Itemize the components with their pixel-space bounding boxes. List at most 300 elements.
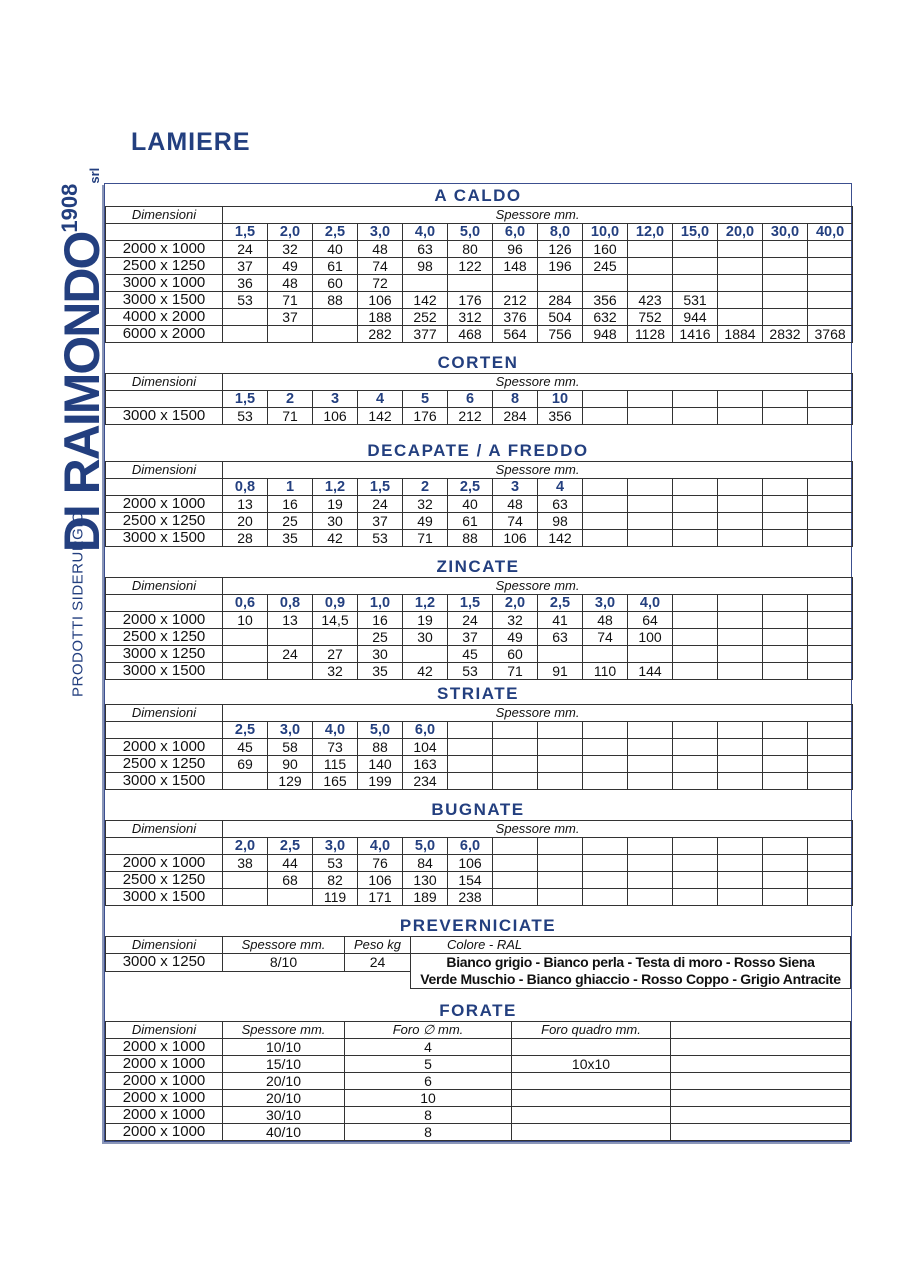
weight-cell — [808, 530, 853, 547]
weight-cell: 944 — [673, 309, 718, 326]
weight-cell — [583, 756, 628, 773]
weight-cell: 282 — [358, 326, 403, 343]
weight-cell: 71 — [403, 530, 448, 547]
weight-cell: 38 — [223, 855, 268, 872]
header-row — [106, 1022, 851, 1039]
table-row — [106, 629, 853, 646]
weight-cell: 64 — [628, 612, 673, 629]
thickness-row — [106, 479, 853, 496]
page-title: LAMIERE — [131, 128, 251, 156]
empty-cell — [106, 838, 223, 855]
thickness-cell: 3 — [313, 391, 358, 408]
empty-cell — [106, 971, 411, 988]
weight-cell: 32 — [313, 663, 358, 680]
weight-cell — [718, 275, 763, 292]
weight-cell — [628, 496, 673, 513]
thickness-cell — [673, 391, 718, 408]
weight-cell: 212 — [448, 408, 493, 425]
weight-cell: 35 — [358, 663, 403, 680]
thickness-cell: 1,5 — [223, 224, 268, 241]
empty-cell — [671, 1090, 851, 1107]
weight-cell — [673, 275, 718, 292]
weight-cell — [673, 756, 718, 773]
foro-quadro-cell — [512, 1124, 671, 1141]
weight-cell — [448, 773, 493, 790]
dimension-cell: 2000 x 1000 — [106, 739, 223, 756]
weight-cell — [673, 646, 718, 663]
weight-cell: 88 — [313, 292, 358, 309]
weight-cell — [763, 872, 808, 889]
zincate-table — [105, 577, 853, 680]
thickness-cell: 1,2 — [313, 479, 358, 496]
thickness-row — [106, 224, 853, 241]
weight-cell: 1416 — [673, 326, 718, 343]
dimension-cell: 3000 x 1500 — [106, 889, 223, 906]
weight-cell: 61 — [448, 513, 493, 530]
thickness-cell: 15,0 — [673, 224, 718, 241]
weight-cell — [763, 612, 808, 629]
weight-cell: 284 — [538, 292, 583, 309]
thickness-cell: 4,0 — [313, 722, 358, 739]
weight-cell: 72 — [358, 275, 403, 292]
weight-cell — [718, 258, 763, 275]
thickness-cell — [763, 479, 808, 496]
thickness-cell: 6,0 — [493, 224, 538, 241]
thickness-cell: 1 — [268, 479, 313, 496]
weight-cell — [808, 646, 853, 663]
table-row — [106, 258, 853, 275]
weight-cell: 148 — [493, 258, 538, 275]
striate-table — [105, 704, 853, 790]
weight-cell — [223, 663, 268, 680]
weight-cell — [268, 629, 313, 646]
weight-cell: 122 — [448, 258, 493, 275]
brand-name: DI RAIMONDO — [54, 232, 110, 553]
weight-cell: 61 — [313, 258, 358, 275]
weight-cell — [448, 756, 493, 773]
weight-cell — [808, 309, 853, 326]
thickness-cell — [583, 479, 628, 496]
spessore-label: Spessore mm. — [223, 1022, 345, 1039]
spessore-cell: 20/10 — [223, 1073, 345, 1090]
weight-cell: 104 — [403, 739, 448, 756]
weight-cell — [313, 629, 358, 646]
foro-quadro-cell — [512, 1090, 671, 1107]
weight-cell: 468 — [448, 326, 493, 343]
thickness-cell — [763, 595, 808, 612]
spessore-label: Spessore mm. — [223, 374, 853, 391]
weight-cell — [718, 496, 763, 513]
weight-cell — [628, 530, 673, 547]
weight-cell: 24 — [223, 241, 268, 258]
thickness-cell: 5,0 — [358, 722, 403, 739]
thickness-cell: 10,0 — [583, 224, 628, 241]
weight-cell — [583, 773, 628, 790]
dimensioni-label: Dimensioni — [106, 937, 223, 954]
thickness-cell — [628, 479, 673, 496]
weight-cell — [628, 275, 673, 292]
table-row — [106, 309, 853, 326]
weight-cell: 36 — [223, 275, 268, 292]
thickness-cell: 2,0 — [268, 224, 313, 241]
thickness-cell — [673, 595, 718, 612]
header-row — [106, 462, 853, 479]
weight-cell — [763, 855, 808, 872]
table-row — [106, 773, 853, 790]
spessore-cell: 8/10 — [223, 954, 345, 972]
weight-cell: 312 — [448, 309, 493, 326]
weight-cell — [808, 612, 853, 629]
weight-cell — [718, 889, 763, 906]
empty-cell — [671, 1107, 851, 1124]
weight-cell: 126 — [538, 241, 583, 258]
thickness-cell — [763, 391, 808, 408]
weight-cell: 27 — [313, 646, 358, 663]
weight-cell — [268, 326, 313, 343]
weight-cell — [808, 275, 853, 292]
spessore-cell: 30/10 — [223, 1107, 345, 1124]
weight-cell: 423 — [628, 292, 673, 309]
weight-cell — [628, 258, 673, 275]
thickness-cell: 6,0 — [403, 722, 448, 739]
dimension-cell: 3000 x 1000 — [106, 275, 223, 292]
section-preverniciate — [105, 912, 851, 989]
thickness-cell — [808, 595, 853, 612]
weight-cell — [628, 513, 673, 530]
weight-cell — [763, 241, 808, 258]
dimension-cell: 2000 x 1000 — [106, 1073, 223, 1090]
thickness-cell: 2,5 — [313, 224, 358, 241]
thickness-cell: 10 — [538, 391, 583, 408]
weight-cell: 14,5 — [313, 612, 358, 629]
thickness-cell: 6,0 — [448, 838, 493, 855]
weight-cell — [763, 646, 808, 663]
weight-cell — [808, 756, 853, 773]
thickness-cell: 3,0 — [313, 838, 358, 855]
weight-cell — [763, 408, 808, 425]
forate-table — [105, 1021, 851, 1141]
section-title: DECAPATE / A FREDDO — [367, 441, 589, 460]
thickness-cell: 5,0 — [448, 224, 493, 241]
thickness-cell — [718, 722, 763, 739]
empty-cell — [106, 391, 223, 408]
header-row — [106, 937, 851, 954]
weight-cell — [493, 855, 538, 872]
thickness-cell — [718, 391, 763, 408]
weight-cell — [763, 756, 808, 773]
weight-cell: 106 — [448, 855, 493, 872]
thickness-row — [106, 838, 853, 855]
thickness-cell — [583, 838, 628, 855]
foro-quadro-cell — [512, 1107, 671, 1124]
thickness-cell: 1,5 — [223, 391, 268, 408]
weight-cell: 63 — [403, 241, 448, 258]
dimension-cell: 2500 x 1250 — [106, 756, 223, 773]
weight-cell — [808, 872, 853, 889]
spacer — [105, 425, 851, 437]
weight-cell — [718, 773, 763, 790]
weight-cell: 49 — [268, 258, 313, 275]
weight-cell — [673, 889, 718, 906]
dimensioni-label: Dimensioni — [106, 821, 223, 838]
thickness-cell: 2 — [268, 391, 313, 408]
thickness-cell: 5,0 — [403, 838, 448, 855]
table-row — [106, 954, 851, 972]
weight-cell — [718, 855, 763, 872]
weight-cell — [628, 855, 673, 872]
peso-label: Peso kg — [345, 937, 411, 954]
weight-cell: 53 — [313, 855, 358, 872]
weight-cell — [763, 513, 808, 530]
weight-cell — [718, 646, 763, 663]
weight-cell: 160 — [583, 241, 628, 258]
dimension-cell: 2000 x 1000 — [106, 1056, 223, 1073]
thickness-cell — [718, 838, 763, 855]
weight-cell — [718, 629, 763, 646]
weight-cell: 42 — [313, 530, 358, 547]
weight-cell: 28 — [223, 530, 268, 547]
weight-cell — [223, 326, 268, 343]
weight-cell — [583, 646, 628, 663]
weight-cell: 129 — [268, 773, 313, 790]
weight-cell: 504 — [538, 309, 583, 326]
weight-cell: 71 — [493, 663, 538, 680]
thickness-cell — [763, 838, 808, 855]
dimension-cell: 3000 x 1500 — [106, 663, 223, 680]
weight-cell: 68 — [268, 872, 313, 889]
weight-cell — [673, 872, 718, 889]
weight-cell — [718, 530, 763, 547]
section-forate — [105, 997, 851, 1141]
weight-cell: 96 — [493, 241, 538, 258]
thickness-cell — [673, 722, 718, 739]
weight-cell — [583, 872, 628, 889]
weight-cell — [538, 872, 583, 889]
thickness-cell — [808, 722, 853, 739]
thickness-cell — [493, 838, 538, 855]
dimensioni-label: Dimensioni — [106, 1022, 223, 1039]
section-bugnate — [105, 796, 851, 906]
thickness-cell: 0,6 — [223, 595, 268, 612]
weight-cell: 106 — [493, 530, 538, 547]
weight-cell: 91 — [538, 663, 583, 680]
dimension-cell: 2000 x 1000 — [106, 1107, 223, 1124]
thickness-cell: 12,0 — [628, 224, 673, 241]
thickness-cell — [808, 838, 853, 855]
weight-cell: 564 — [493, 326, 538, 343]
spessore-cell: 40/10 — [223, 1124, 345, 1141]
weight-cell: 63 — [538, 629, 583, 646]
thickness-cell — [583, 391, 628, 408]
weight-cell — [808, 773, 853, 790]
empty-cell — [106, 722, 223, 739]
empty-cell — [671, 1073, 851, 1090]
weight-cell — [628, 872, 673, 889]
weight-cell: 32 — [493, 612, 538, 629]
weight-cell — [718, 292, 763, 309]
weight-cell: 49 — [493, 629, 538, 646]
thickness-cell: 1,5 — [448, 595, 493, 612]
thickness-cell — [628, 722, 673, 739]
dimensioni-label: Dimensioni — [106, 207, 223, 224]
weight-cell: 82 — [313, 872, 358, 889]
foro-quadro-label: Foro quadro mm. — [512, 1022, 671, 1039]
weight-cell — [628, 756, 673, 773]
empty-cell — [671, 1039, 851, 1056]
weight-cell: 74 — [358, 258, 403, 275]
weight-cell: 71 — [268, 408, 313, 425]
weight-cell — [718, 241, 763, 258]
thickness-cell: 0,8 — [223, 479, 268, 496]
table-row — [106, 408, 853, 425]
thickness-cell: 2 — [403, 479, 448, 496]
weight-cell — [673, 612, 718, 629]
spessore-cell: 20/10 — [223, 1090, 345, 1107]
weight-cell: 100 — [628, 629, 673, 646]
foro-cell: 8 — [345, 1124, 512, 1141]
weight-cell: 948 — [583, 326, 628, 343]
dimension-cell: 2500 x 1250 — [106, 629, 223, 646]
section-title: A CALDO — [434, 186, 522, 205]
weight-cell: 106 — [313, 408, 358, 425]
weight-cell — [493, 872, 538, 889]
weight-cell: 756 — [538, 326, 583, 343]
weight-cell: 40 — [313, 241, 358, 258]
colori-line-1: Bianco grigio - Bianco perla - Testa di moro - Rosso Siena — [446, 954, 815, 970]
weight-cell — [718, 739, 763, 756]
section-title: BUGNATE — [431, 800, 525, 819]
table-row — [106, 1056, 851, 1073]
weight-cell: 13 — [268, 612, 313, 629]
table-row — [106, 513, 853, 530]
foro-label: Foro ∅ mm. — [345, 1022, 512, 1039]
weight-cell — [538, 756, 583, 773]
dimension-cell: 3000 x 1500 — [106, 408, 223, 425]
foro-cell: 6 — [345, 1073, 512, 1090]
dimension-cell: 3000 x 1500 — [106, 773, 223, 790]
dimension-cell: 2000 x 1000 — [106, 612, 223, 629]
thickness-cell: 4,0 — [628, 595, 673, 612]
weight-cell: 53 — [223, 292, 268, 309]
weight-cell — [808, 496, 853, 513]
spessore-label: Spessore mm. — [223, 937, 345, 954]
thickness-cell: 2,5 — [448, 479, 493, 496]
thickness-cell — [808, 479, 853, 496]
colori-cell — [411, 954, 851, 989]
weight-cell: 88 — [448, 530, 493, 547]
thickness-cell: 0,9 — [313, 595, 358, 612]
spessore-label: Spessore mm. — [223, 578, 853, 595]
thickness-cell — [583, 722, 628, 739]
weight-cell: 212 — [493, 292, 538, 309]
corten-table — [105, 373, 853, 425]
weight-cell: 53 — [358, 530, 403, 547]
weight-cell — [808, 408, 853, 425]
weight-cell: 106 — [358, 872, 403, 889]
dimension-cell: 6000 x 2000 — [106, 326, 223, 343]
empty-cell — [106, 595, 223, 612]
thickness-cell: 20,0 — [718, 224, 763, 241]
thickness-cell: 2,5 — [223, 722, 268, 739]
spessore-label: Spessore mm. — [223, 207, 853, 224]
weight-cell — [628, 241, 673, 258]
weight-cell: 45 — [448, 646, 493, 663]
weight-cell — [628, 646, 673, 663]
weight-cell: 84 — [403, 855, 448, 872]
weight-cell — [493, 756, 538, 773]
weight-cell: 238 — [448, 889, 493, 906]
weight-cell — [493, 739, 538, 756]
dimension-cell: 2500 x 1250 — [106, 258, 223, 275]
weight-cell: 2832 — [763, 326, 808, 343]
dimensioni-label: Dimensioni — [106, 374, 223, 391]
spessore-label: Spessore mm. — [223, 462, 853, 479]
weight-cell: 88 — [358, 739, 403, 756]
weight-cell: 98 — [403, 258, 448, 275]
weight-cell — [763, 889, 808, 906]
table-row — [106, 1124, 851, 1141]
empty-cell — [671, 1124, 851, 1141]
thickness-cell: 30,0 — [763, 224, 808, 241]
section-title: STRIATE — [437, 684, 519, 703]
weight-cell: 37 — [223, 258, 268, 275]
colore-label: Colore - RAL — [411, 937, 851, 954]
section-title: FORATE — [439, 1001, 517, 1020]
foro-quadro-cell: 10x10 — [512, 1056, 671, 1073]
header-row — [106, 705, 853, 722]
section-a_caldo — [105, 184, 851, 343]
weight-cell: 32 — [403, 496, 448, 513]
weight-cell: 356 — [538, 408, 583, 425]
weight-cell: 60 — [313, 275, 358, 292]
weight-cell: 69 — [223, 756, 268, 773]
weight-cell: 30 — [358, 646, 403, 663]
weight-cell — [628, 739, 673, 756]
weight-cell — [763, 773, 808, 790]
weight-cell: 53 — [223, 408, 268, 425]
foro-cell: 4 — [345, 1039, 512, 1056]
header-row — [106, 374, 853, 391]
thickness-cell: 0,8 — [268, 595, 313, 612]
weight-cell — [583, 530, 628, 547]
section-decapate — [105, 437, 851, 547]
weight-cell: 176 — [448, 292, 493, 309]
weight-cell — [808, 739, 853, 756]
thickness-cell: 2,5 — [538, 595, 583, 612]
table-row — [106, 292, 853, 309]
thickness-row — [106, 391, 853, 408]
weight-cell — [718, 408, 763, 425]
weight-cell — [673, 773, 718, 790]
dimension-cell: 2000 x 1000 — [106, 855, 223, 872]
weight-cell: 1884 — [718, 326, 763, 343]
weight-cell: 19 — [403, 612, 448, 629]
section-title: CORTEN — [437, 353, 519, 372]
weight-cell — [268, 889, 313, 906]
weight-cell — [718, 612, 763, 629]
weight-cell: 144 — [628, 663, 673, 680]
weight-cell: 42 — [403, 663, 448, 680]
brand-logo — [53, 168, 111, 553]
thickness-cell — [538, 838, 583, 855]
weight-cell: 752 — [628, 309, 673, 326]
weight-cell — [583, 889, 628, 906]
weight-cell — [583, 275, 628, 292]
weight-cell: 106 — [358, 292, 403, 309]
spessore-label: Spessore mm. — [223, 705, 853, 722]
weight-cell — [493, 275, 538, 292]
weight-cell: 80 — [448, 241, 493, 258]
